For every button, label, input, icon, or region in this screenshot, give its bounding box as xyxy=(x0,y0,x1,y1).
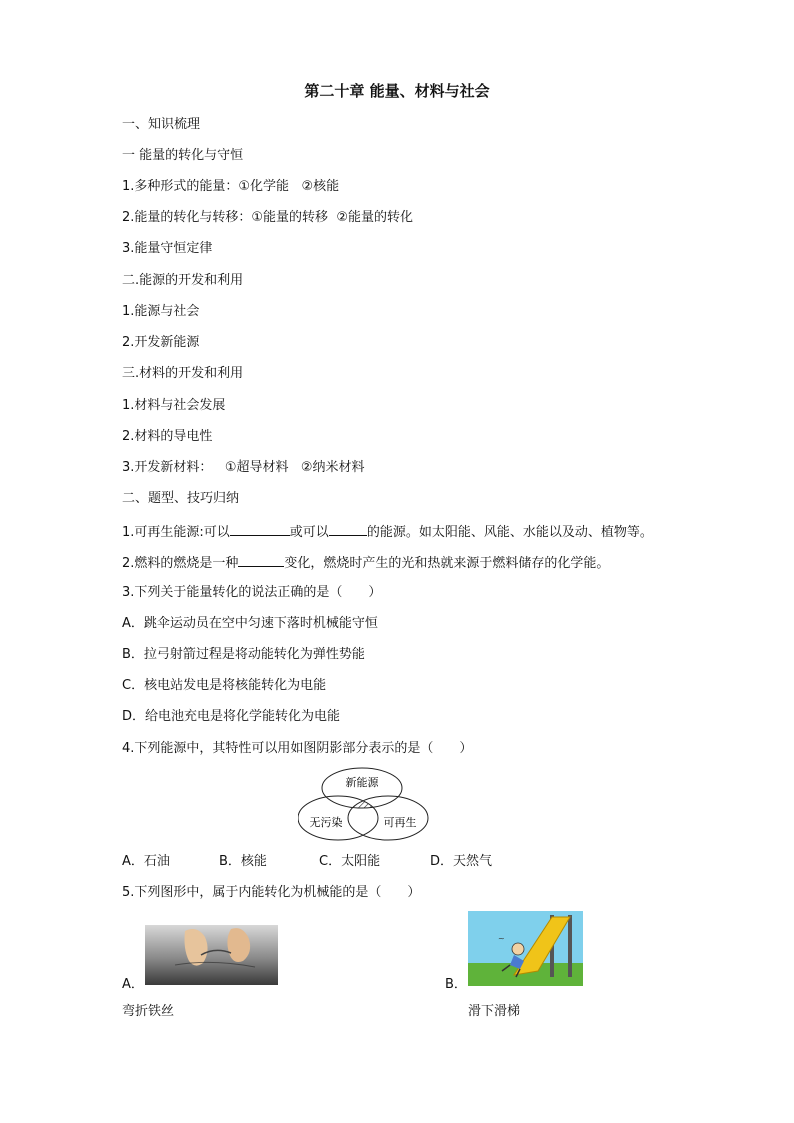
subsection-heading-energy: 一 能量的转化与守恒 xyxy=(122,148,244,163)
item-point: ①能量的转移 xyxy=(251,210,329,225)
question-4-options xyxy=(122,853,492,871)
question-2 xyxy=(122,552,609,573)
venn-label-top: 新能源 xyxy=(345,776,379,789)
option-d[interactable]: D．天然气 xyxy=(430,854,493,869)
venn-label-left: 无污染 xyxy=(309,816,343,829)
item-point: ①化学能 xyxy=(238,179,290,194)
fill-blank[interactable] xyxy=(329,521,367,536)
item-point: ②纳米材料 xyxy=(300,460,365,475)
option-b[interactable]: B．核能 xyxy=(219,854,267,869)
question-5-stem: 5.下列图形中，属于内能转化为机械能的是（ ） xyxy=(122,885,421,900)
venn-diagram xyxy=(298,766,430,842)
item-point: ①超导材料 xyxy=(224,460,289,475)
question-text: 变化，燃烧时产生的光和热就来源于燃料储存的化学能。 xyxy=(284,556,610,571)
knowledge-item: 1.材料与社会发展 xyxy=(122,398,226,413)
option-a-label[interactable]: A． xyxy=(122,977,144,992)
bending-wire-image xyxy=(145,925,278,985)
question-text: 1.可再生能源:可以 xyxy=(122,525,230,540)
option-c[interactable]: C．核电站发电是将核能转化为电能 xyxy=(122,678,327,693)
option-b-caption: 滑下滑梯 xyxy=(468,1004,521,1019)
option-d[interactable]: D．给电池充电是将化学能转化为电能 xyxy=(122,709,341,724)
question-1 xyxy=(122,521,653,542)
subsection-heading-energy-sources: 二.能源的开发和利用 xyxy=(122,273,244,288)
fill-blank[interactable] xyxy=(238,552,284,567)
question-text: 的能源。如太阳能、风能、水能以及动、植物等。 xyxy=(366,525,653,540)
section-heading-knowledge: 一、知识梳理 xyxy=(122,117,201,132)
item-point: ②能量的转化 xyxy=(336,210,413,225)
item-point: ②核能 xyxy=(301,179,340,194)
svg-text:~: ~ xyxy=(498,934,505,943)
knowledge-item xyxy=(122,209,413,227)
subsection-heading-materials: 三.材料的开发和利用 xyxy=(122,366,244,381)
option-b-label[interactable]: B． xyxy=(445,977,467,992)
option-a[interactable]: A．石油 xyxy=(122,854,170,869)
option-a[interactable]: A．跳伞运动员在空中匀速下落时机械能守恒 xyxy=(122,616,378,631)
knowledge-item xyxy=(122,178,339,196)
question-4-stem: 4.下列能源中，其特性可以用如图阴影部分表示的是（ ） xyxy=(122,741,473,756)
knowledge-item: 3.能量守恒定律 xyxy=(122,241,213,256)
option-b[interactable]: B．拉弓射箭过程是将动能转化为弹性势能 xyxy=(122,647,365,662)
question-text: 2.燃料的燃烧是一种 xyxy=(122,556,239,571)
item-text: 3.开发新材料： xyxy=(122,460,213,475)
item-text: 2.能量的转化与转移： xyxy=(122,210,252,225)
venn-label-right: 可再生 xyxy=(383,816,417,829)
slide-image xyxy=(468,911,583,986)
page-title: 第二十章 能量、材料与社会 xyxy=(304,82,490,100)
knowledge-item: 2.开发新能源 xyxy=(122,335,200,350)
question-3-stem: 3.下列关于能量转化的说法正确的是（ ） xyxy=(122,585,382,600)
option-c[interactable]: C．太阳能 xyxy=(319,854,381,869)
item-text: 1.多种形式的能量： xyxy=(122,179,239,194)
knowledge-item: 2.材料的导电性 xyxy=(122,429,213,444)
question-text: 或可以 xyxy=(289,525,329,540)
option-a-caption: 弯折铁丝 xyxy=(122,1004,175,1019)
section-heading-question-types: 二、题型、技巧归纳 xyxy=(122,491,240,506)
fill-blank[interactable] xyxy=(230,521,290,536)
knowledge-item: 1.能源与社会 xyxy=(122,304,200,319)
knowledge-item xyxy=(122,459,365,477)
